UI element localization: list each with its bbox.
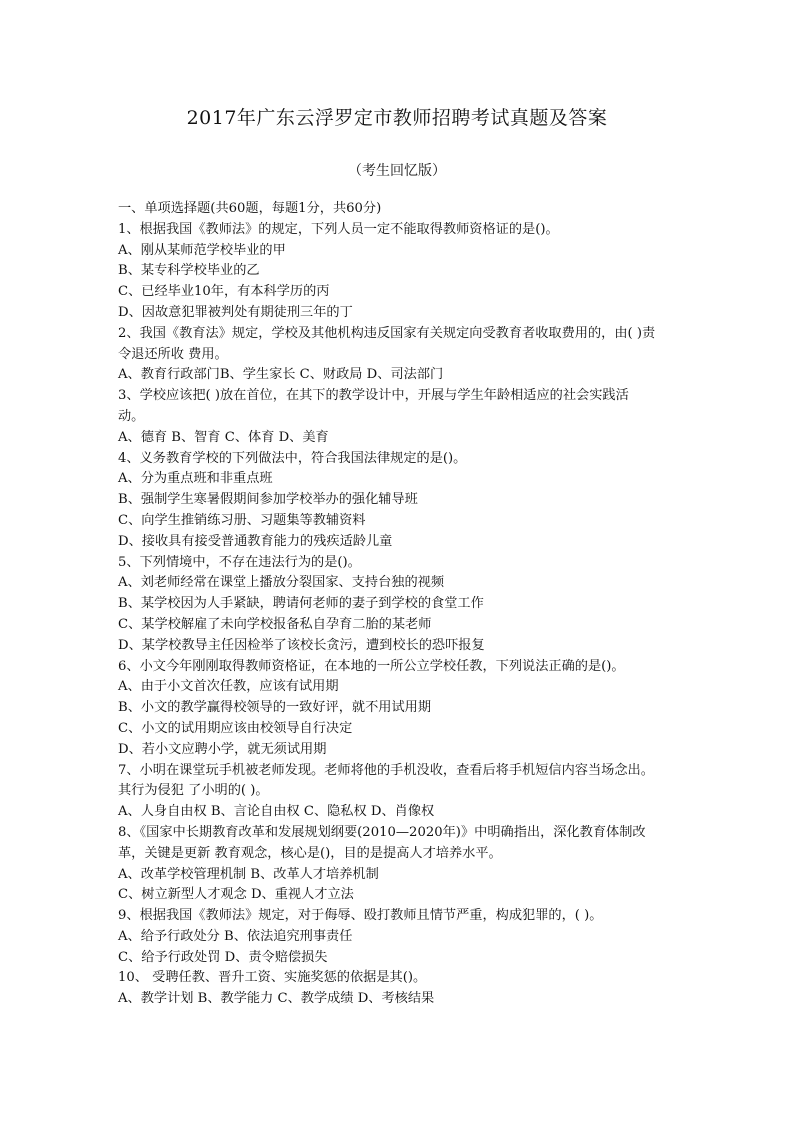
text-line: 10、 受聘任教、晋升工资、实施奖惩的依据是其()。 xyxy=(118,970,427,986)
page-subtitle: （考生回忆版） xyxy=(348,163,446,179)
text-line: D、因故意犯罪被判处有期徒刑三年的丁 xyxy=(118,304,353,320)
text-line: C、向学生推销练习册、习题集等教辅资料 xyxy=(118,512,366,528)
text-line: 3、学校应该把( )放在首位，在其下的教学设计中，开展与学生年龄相适应的社会实践活 xyxy=(118,388,629,404)
text-line: B、某专科学校毕业的乙 xyxy=(118,263,260,279)
text-line: C、给予行政处罚 D、责令赔偿损失 xyxy=(118,949,328,965)
text-line: 6、小文今年刚刚取得教师资格证，在本地的一所公立学校任教，下列说法正确的是()。 xyxy=(118,658,625,674)
text-line: A、教学计划 B、教学能力 C、教学成绩 D、考核结果 xyxy=(118,991,435,1007)
text-line: 2、我国《教育法》规定，学校及其他机构违反国家有关规定向受教育者收取费用的，由( )责 xyxy=(118,325,656,341)
text-line: 8、《国家中长期教育改革和发展规划纲要(2010—2020年)》中明确指出，深化教育体制改 xyxy=(118,824,646,840)
text-line: D、某学校教导主任因检举了该校长贪污，遭到校长的恐吓报复 xyxy=(118,637,485,653)
text-line: 一、单项选择题(共60题，每题1分，共60分) xyxy=(118,201,382,216)
text-line: 令退还所收 费用。 xyxy=(118,346,228,362)
text-line: B、小文的教学赢得校领导的一致好评，就不用试用期 xyxy=(118,700,432,716)
text-line: 其行为侵犯 了小明的( )。 xyxy=(118,783,269,799)
text-line: 4、义务教育学校的下列做法中，符合我国法律规定的是()。 xyxy=(118,450,467,466)
text-line: 1、根据我国《教师法》的规定，下列人员一定不能取得教师资格证的是()。 xyxy=(118,221,559,237)
text-line: D、接收具有接受普通教育能力的残疾适龄儿童 xyxy=(118,533,393,549)
text-line: A、人身自由权 B、言论自由权 C、隐私权 D、肖像权 xyxy=(118,804,435,820)
text-line: A、教育行政部门B、学生家长 C、财政局 D、司法部门 xyxy=(118,367,444,383)
text-line: A、给予行政处分 B、依法追究刑事责任 xyxy=(118,928,353,944)
text-line: C、已经毕业10年，有本科学历的丙 xyxy=(118,284,330,300)
text-line: A、分为重点班和非重点班 xyxy=(118,471,273,487)
text-line: 5、下列情境中，不存在违法行为的是()。 xyxy=(118,554,361,570)
document-body xyxy=(118,199,698,1010)
text-line: 9、根据我国《教师法》规定，对于侮辱、殴打教师且情节严重，构成犯罪的，( )。 xyxy=(118,908,603,924)
text-line: 7、小明在课堂玩手机被老师发现。老师将他的手机没收，查看后将手机短信内容当场念出。 xyxy=(118,762,654,778)
text-line: C、某学校解雇了未向学校报备私自孕育二胎的某老师 xyxy=(118,616,432,632)
text-line: B、强制学生寒暑假期间参加学校举办的强化辅导班 xyxy=(118,492,418,508)
text-line: 革，关键是更新 教育观念，核心是()，目的是提高人才培养水平。 xyxy=(118,845,502,861)
text-line: C、树立新型人才观念 D、重视人才立法 xyxy=(118,887,354,903)
page-title: 2017年广东云浮罗定市教师招聘考试真题及答案 xyxy=(186,107,608,129)
text-line: A、由于小文首次任教，应该有试用期 xyxy=(118,679,339,695)
text-line: A、刚从某师范学校毕业的甲 xyxy=(118,242,286,258)
text-line: A、改革学校管理机制 B、改革人才培养机制 xyxy=(118,866,379,882)
text-line: A、刘老师经常在课堂上播放分裂国家、支持台独的视频 xyxy=(118,575,445,591)
text-line: D、若小文应聘小学，就无须试用期 xyxy=(118,741,327,757)
text-line: 动。 xyxy=(118,408,145,424)
text-line: A、德育 B、智育 C、体育 D、美育 xyxy=(118,429,329,445)
text-line: B、某学校因为人手紧缺，聘请何老师的妻子到学校的食堂工作 xyxy=(118,596,484,612)
text-line: C、小文的试用期应该由校领导自行决定 xyxy=(118,720,353,736)
